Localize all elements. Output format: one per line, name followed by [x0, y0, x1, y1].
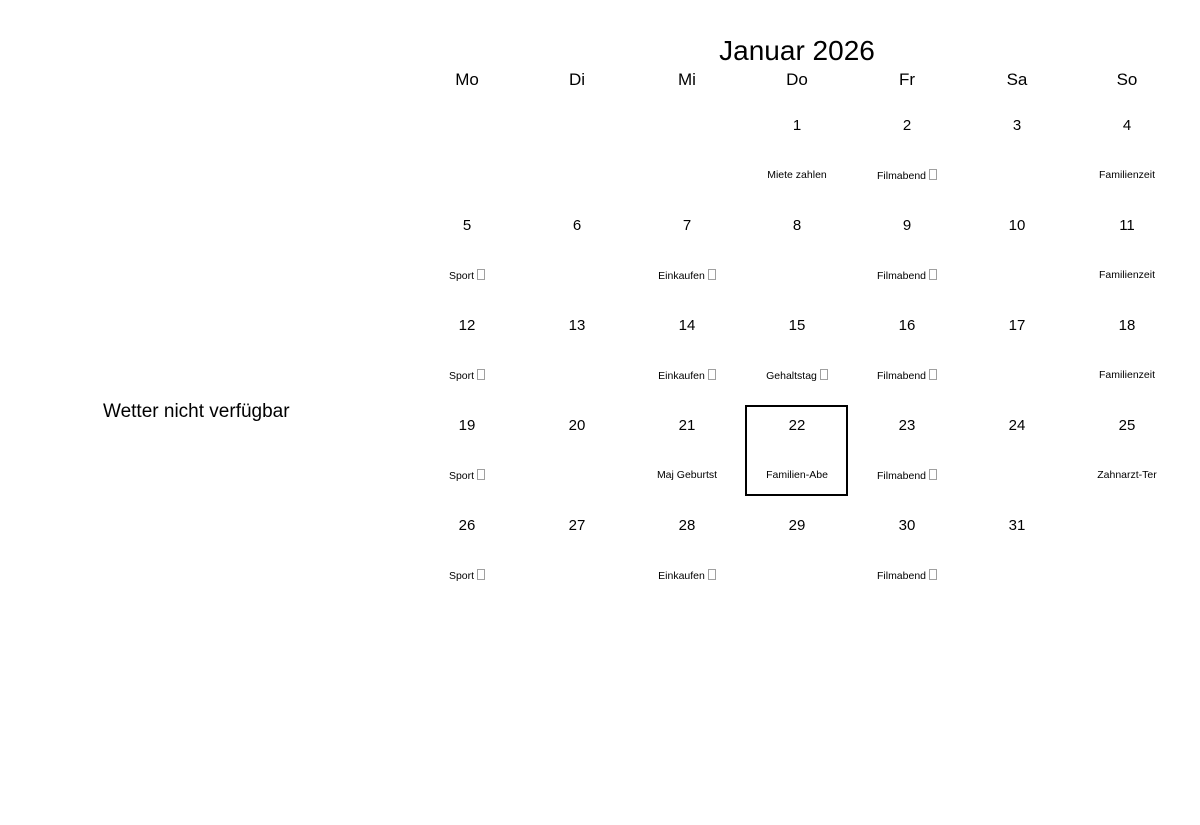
- day-number: 16: [898, 317, 916, 334]
- event-label: Sport: [412, 469, 522, 482]
- day-number: 20: [568, 417, 586, 434]
- weekday-header: Mo: [455, 70, 479, 89]
- weather-status-text: Wetter nicht verfügbar: [103, 401, 290, 422]
- missing-glyph-icon: [929, 569, 937, 580]
- day-cell: [742, 205, 852, 305]
- weekday-header-row: [412, 66, 1182, 94]
- weekday-header: Do: [786, 70, 808, 89]
- event-label: Zahnarzt-Ter: [1097, 469, 1157, 481]
- day-number: 9: [902, 217, 912, 234]
- day-number: 27: [568, 517, 586, 534]
- day-number: 30: [898, 517, 916, 534]
- day-number: 19: [458, 417, 476, 434]
- day-cell: [1072, 305, 1182, 405]
- day-number: 22: [788, 417, 806, 434]
- day-cell: [962, 405, 1072, 505]
- day-number: 11: [1119, 217, 1135, 234]
- day-cell: [852, 205, 962, 305]
- event-label: Familienzeit: [1098, 369, 1156, 381]
- day-cell: [522, 105, 632, 205]
- event-label: Filmabend: [852, 169, 962, 182]
- event-label: Filmabend: [852, 369, 962, 382]
- day-number: 10: [1008, 217, 1026, 234]
- day-cell: [632, 505, 742, 605]
- day-cell: [742, 505, 852, 605]
- weekday-header: Di: [568, 70, 586, 89]
- day-number: 15: [788, 317, 806, 334]
- missing-glyph-icon: [477, 269, 485, 280]
- day-cell: [412, 305, 522, 405]
- week-row: [412, 505, 1182, 605]
- day-number: 5: [462, 217, 472, 234]
- event-label: Maj Geburtst: [656, 469, 718, 481]
- event-label: Einkaufen: [632, 369, 742, 382]
- day-number: 21: [678, 417, 696, 434]
- day-number: 28: [678, 517, 696, 534]
- week-row: [412, 205, 1182, 305]
- missing-glyph-icon: [708, 369, 716, 380]
- event-label: Sport: [412, 569, 522, 582]
- event-label: Miete zahlen: [767, 169, 827, 181]
- calendar-grid: [412, 105, 1182, 605]
- missing-glyph-icon: [477, 569, 485, 580]
- day-cell: [962, 505, 1072, 605]
- day-cell: [962, 205, 1072, 305]
- day-number: 2: [902, 117, 912, 134]
- day-cell: [522, 505, 632, 605]
- day-number: 7: [682, 217, 692, 234]
- week-row: [412, 305, 1182, 405]
- missing-glyph-icon: [708, 269, 716, 280]
- day-cell: [632, 405, 742, 505]
- event-label: Einkaufen: [632, 569, 742, 582]
- day-cell: [412, 505, 522, 605]
- day-cell: [412, 205, 522, 305]
- missing-glyph-icon: [929, 269, 937, 280]
- event-label: Einkaufen: [632, 269, 742, 282]
- day-number: 23: [898, 417, 916, 434]
- day-number: 25: [1118, 417, 1136, 434]
- day-cell: [852, 505, 962, 605]
- day-cell: [742, 405, 852, 505]
- missing-glyph-icon: [820, 369, 828, 380]
- day-number: 18: [1118, 317, 1136, 334]
- day-number: 3: [1012, 117, 1022, 134]
- event-label: Filmabend: [852, 469, 962, 482]
- week-row: [412, 405, 1182, 505]
- month-calendar: [412, 0, 1182, 620]
- weekday-header: Mi: [678, 70, 696, 89]
- weekday-header: So: [1116, 70, 1138, 89]
- day-cell: [1072, 105, 1182, 205]
- event-label: Familien-Abe: [766, 469, 828, 481]
- event-label: Sport: [412, 369, 522, 382]
- missing-glyph-icon: [477, 369, 485, 380]
- event-label: Filmabend: [852, 569, 962, 582]
- calendar-month-title: Januar 2026: [719, 35, 875, 66]
- day-number: 12: [458, 317, 476, 334]
- event-label: Filmabend: [852, 269, 962, 282]
- day-cell: [962, 305, 1072, 405]
- day-cell: [632, 205, 742, 305]
- day-number: 26: [458, 517, 476, 534]
- missing-glyph-icon: [929, 469, 937, 480]
- day-number: 13: [568, 317, 586, 334]
- weekday-header: Sa: [1006, 70, 1028, 89]
- day-cell: [1072, 205, 1182, 305]
- missing-glyph-icon: [708, 569, 716, 580]
- missing-glyph-icon: [929, 369, 937, 380]
- day-cell: [632, 105, 742, 205]
- day-number: 24: [1008, 417, 1026, 434]
- day-number: 31: [1008, 517, 1026, 534]
- day-number: 4: [1122, 117, 1132, 134]
- day-cell: [522, 405, 632, 505]
- event-label: Familienzeit: [1098, 269, 1156, 281]
- day-number: 29: [788, 517, 806, 534]
- day-cell: [742, 305, 852, 405]
- day-number: 14: [678, 317, 696, 334]
- day-number: 17: [1008, 317, 1026, 334]
- day-cell: [412, 405, 522, 505]
- day-cell: [852, 305, 962, 405]
- day-cell: [632, 305, 742, 405]
- event-label: Familienzeit: [1098, 169, 1156, 181]
- day-number: 8: [792, 217, 802, 234]
- event-label: Gehaltstag: [742, 369, 852, 382]
- missing-glyph-icon: [929, 169, 937, 180]
- day-number: 6: [572, 217, 582, 234]
- day-cell: [962, 105, 1072, 205]
- week-row: [412, 105, 1182, 205]
- day-cell: [742, 105, 852, 205]
- day-cell: [1072, 505, 1182, 605]
- missing-glyph-icon: [477, 469, 485, 480]
- day-cell: [522, 205, 632, 305]
- day-cell: [852, 105, 962, 205]
- day-cell: [852, 405, 962, 505]
- day-number: 1: [792, 117, 802, 134]
- day-cell: [522, 305, 632, 405]
- day-cell: [412, 105, 522, 205]
- day-cell: [1072, 405, 1182, 505]
- weekday-header: Fr: [898, 70, 916, 89]
- event-label: Sport: [412, 269, 522, 282]
